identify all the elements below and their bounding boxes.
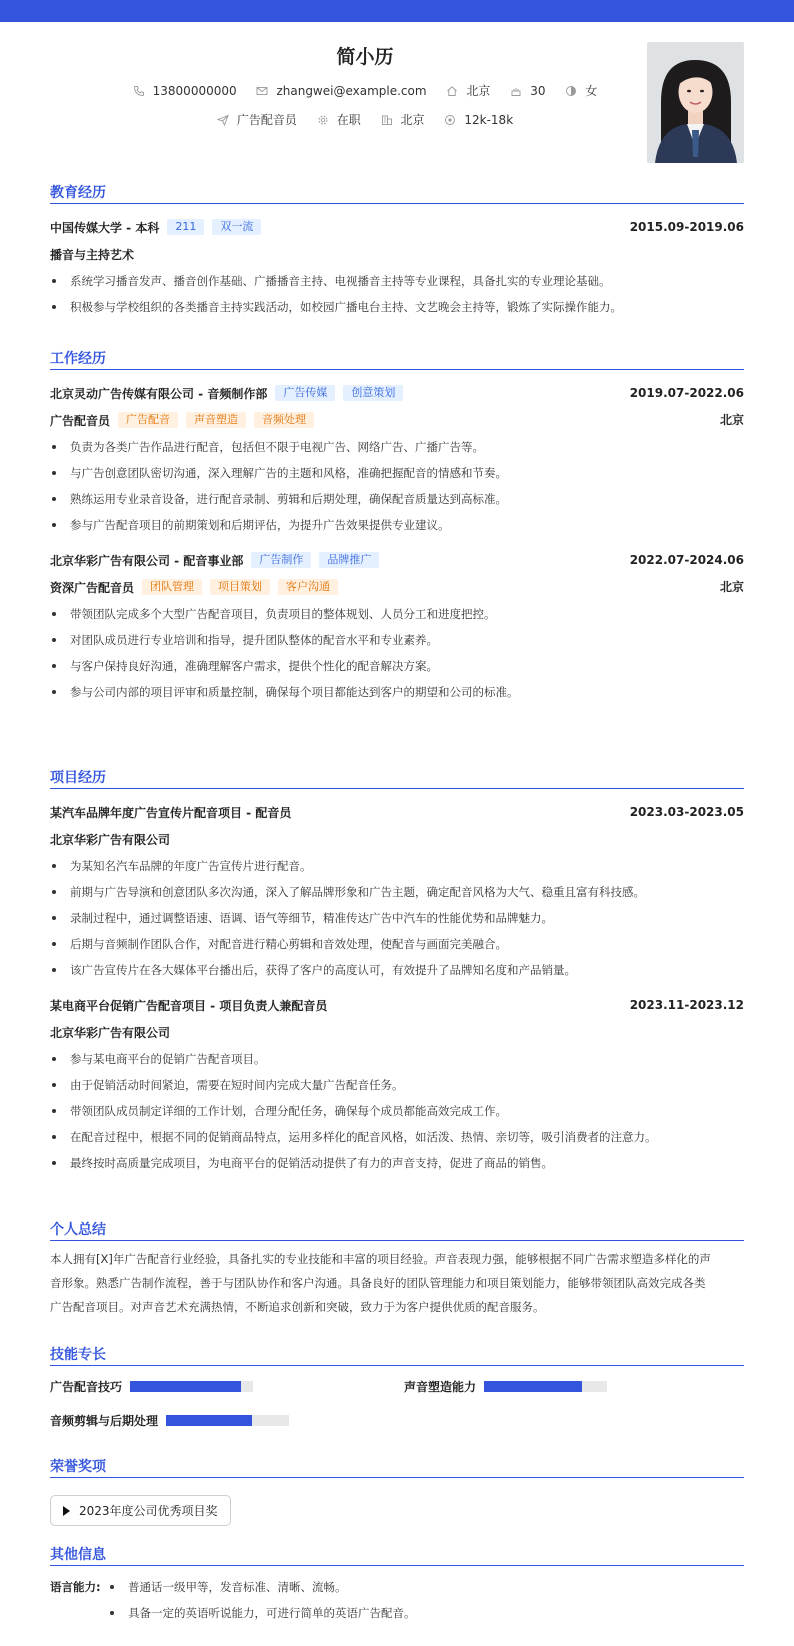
skill-item: [50, 1412, 289, 1429]
job-date: 2019.07-2022.06: [629, 386, 744, 400]
list-item: 系统学习播音发声、播音创作基础、广播播音主持、电视播音主持等专业课程，具备扎实的专业理论基础。: [50, 268, 744, 294]
job-date: 2022.07-2024.06: [629, 553, 744, 567]
project-org: 北京华彩广告有限公司: [50, 832, 171, 847]
list-item: 积极参与学校组织的各类播音主持实践活动，如校园广播电台主持、文艺晚会主持等，锻炼了实际操作能力。: [50, 294, 744, 320]
project-date: 2023.03-2023.05: [629, 805, 744, 819]
projects-title: 项目经历: [50, 767, 744, 789]
city-text: 北京: [400, 113, 425, 127]
projects-section: [50, 767, 744, 1176]
list-item: 参与广告配音项目的前期策划和后期评估，为提升广告效果提供专业建议。: [50, 512, 744, 538]
skills-title: 技能专长: [50, 1344, 744, 1366]
skill-item: [50, 1378, 253, 1395]
list-item: 最终按时高质量完成项目，为电商平台的促销活动提供了有力的声音支持，促进了商品的销售。: [50, 1150, 744, 1176]
hometown-item: [446, 82, 490, 99]
project-name: 某电商平台促销广告配音项目 - 项目负责人兼配音员: [50, 998, 328, 1013]
education-section: [50, 182, 744, 320]
profile-photo: [647, 42, 744, 163]
company-tag: 创意策划: [343, 385, 403, 401]
role-tag: 项目策划: [210, 579, 270, 595]
job-city: 北京: [719, 413, 744, 427]
role-tag: 团队管理: [142, 579, 202, 595]
salary-text: 12k-18k: [464, 112, 514, 127]
age-text: 30: [530, 83, 546, 98]
summary-line: 本人拥有[X]年广告配音行业经验，具备扎实的专业技能和丰富的项目经验。声音表现力强，能够根据不同广告需求塑造多样化的声: [50, 1252, 711, 1266]
phone-item: [133, 84, 237, 98]
status-text: 在职: [336, 113, 361, 127]
resume-header: [0, 22, 794, 182]
project-header-row: [50, 996, 744, 1014]
project-bullets: [50, 853, 744, 983]
skill-bar: [484, 1381, 607, 1392]
award-item[interactable]: [50, 1495, 231, 1526]
skill-name: 声音塑造能力: [404, 1380, 477, 1394]
other-title: 其他信息: [50, 1544, 744, 1566]
language-list: [108, 1574, 744, 1626]
award-name: 2023年度公司优秀项目奖: [79, 1504, 218, 1518]
role-row: [50, 578, 744, 596]
cake-icon: [510, 85, 522, 97]
hometown-text: 北京: [466, 84, 491, 98]
building-icon: [381, 114, 393, 126]
education-date: 2015.09-2019.06: [629, 220, 744, 234]
list-item: 该广告宣传片在各大媒体平台播出后，获得了客户的高度认可，有效提升了品牌知名度和产品销量。: [50, 957, 744, 983]
project-org-row: [50, 1023, 744, 1041]
company-name: 北京华彩广告有限公司 - 配音事业部: [50, 553, 244, 568]
status-item: [317, 111, 361, 128]
skill-item: [404, 1378, 607, 1395]
project-org-row: [50, 830, 744, 848]
other-section: [50, 1544, 744, 1626]
project-date: 2023.11-2023.12: [629, 998, 744, 1012]
role-tag: 声音塑造: [186, 412, 246, 428]
list-item: 后期与音频制作团队合作，对配音进行精心剪辑和音效处理，使配音与画面完美融合。: [50, 931, 744, 957]
list-item: 带领团队成员制定详细的工作计划，合理分配任务，确保每个成员都能高效完成工作。: [50, 1098, 744, 1124]
list-item: 参与公司内部的项目评审和质量控制，确保每个项目都能达到客户的期望和公司的标准。: [50, 679, 744, 705]
candidate-name: 简小历: [336, 46, 394, 68]
language-block: [50, 1574, 744, 1626]
role-name: 资深广告配音员: [50, 580, 135, 595]
gender-item: [565, 82, 597, 99]
home-icon: [446, 85, 458, 97]
list-item: 为某知名汽车品牌的年度广告宣传片进行配音。: [50, 853, 744, 879]
position-text: 广告配音员: [236, 113, 297, 127]
money-icon: [444, 114, 456, 126]
project-name: 某汽车品牌年度广告宣传片配音项目 - 配音员: [50, 805, 292, 820]
mail-icon: [256, 85, 268, 97]
list-item: 由于促销活动时间紧迫，需要在短时间内完成大量广告配音任务。: [50, 1072, 744, 1098]
email-text: zhangwei@example.com: [276, 83, 427, 98]
list-item: 熟练运用专业录音设备，进行配音录制、剪辑和后期处理，确保配音质量达到高标准。: [50, 486, 744, 512]
list-item: 带领团队完成多个大型广告配音项目，负责项目的整体规划、人员分工和进度把控。: [50, 601, 744, 627]
major-name: 播音与主持艺术: [50, 247, 135, 262]
job-header-row: [50, 551, 744, 569]
job-bullets: [50, 434, 744, 538]
list-item: 前期与广告导演和创意团队多次沟通，深入了解品牌形象和广告主题，确定配音风格为大气、稳重且富有科技感。: [50, 879, 744, 905]
list-item: 与广告创意团队密切沟通，深入理解广告的主题和风格，准确把握配音的情感和节奏。: [50, 460, 744, 486]
contact-row: [0, 82, 730, 100]
gender-text: 女: [585, 84, 598, 98]
summary-line: 广告配音项目。对声音艺术充满热情，不断追求创新和突破，致力于为客户提供优质的配音服务。: [50, 1300, 545, 1314]
phone-icon: [133, 85, 145, 97]
job-intent-row: [0, 111, 730, 129]
list-item: 对团队成员进行专业培训和指导，提升团队整体的配音水平和专业素养。: [50, 627, 744, 653]
job-bullets: [50, 601, 744, 705]
role-name: 广告配音员: [50, 413, 111, 428]
summary-title: 个人总结: [50, 1219, 744, 1241]
list-item: 与客户保持良好沟通，准确理解客户需求，提供个性化的配音解决方案。: [50, 653, 744, 679]
school-tag: 211: [167, 219, 204, 235]
city-item: [381, 111, 425, 128]
skill-bar: [166, 1415, 289, 1426]
skill-bar-fill: [484, 1381, 582, 1392]
company-tag: 广告制作: [251, 552, 311, 568]
awards-title: 荣誉奖项: [50, 1456, 744, 1478]
gear-icon: [317, 114, 329, 126]
send-icon: [217, 114, 229, 126]
major-row: [50, 245, 744, 263]
top-accent-bar: [0, 0, 794, 22]
skill-bar-fill: [130, 1381, 241, 1392]
project-header-row: [50, 803, 744, 821]
awards-section: [50, 1456, 744, 1526]
list-item: 负责为各类广告作品进行配音，包括但不限于电视广告、网络广告、广播广告等。: [50, 434, 744, 460]
position-item: [217, 111, 297, 128]
email-item: [256, 84, 426, 98]
education-bullets: [50, 268, 744, 320]
list-item: 参与某电商平台的促销广告配音项目。: [50, 1046, 744, 1072]
job-header-row: [50, 384, 744, 402]
salary-item: [444, 113, 513, 127]
work-section: [50, 348, 744, 705]
project-org: 北京华彩广告有限公司: [50, 1025, 171, 1040]
gender-icon: [565, 85, 577, 97]
age-item: [510, 84, 545, 98]
school-name: 中国传媒大学 - 本科: [50, 220, 160, 235]
skills-grid: [50, 1366, 744, 1436]
list-item: 普通话一级甲等，发音标准、清晰、流畅。: [108, 1574, 744, 1600]
list-item: 在配音过程中，根据不同的促销商品特点，运用多样化的配音风格，如活泼、热情、亲切等，吸引消费者的注意力。: [50, 1124, 744, 1150]
role-tag: 客户沟通: [278, 579, 338, 595]
summary-line: 音形象。熟悉广告制作流程，善于与团队协作和客户沟通。具备良好的团队管理能力和项目策划能力，能够带领团队高效完成各类: [50, 1276, 706, 1290]
summary-section: [50, 1219, 744, 1319]
project-bullets: [50, 1046, 744, 1176]
language-label: 语言能力:: [50, 1580, 101, 1594]
work-title: 工作经历: [50, 348, 744, 370]
job-city: 北京: [719, 580, 744, 594]
skills-section: [50, 1344, 744, 1436]
company-tag: 广告传媒: [275, 385, 335, 401]
skill-bar: [130, 1381, 253, 1392]
summary-text: [50, 1247, 744, 1319]
skill-name: 音频剪辑与后期处理: [50, 1414, 159, 1428]
skill-bar-fill: [166, 1415, 252, 1426]
list-item: 录制过程中，通过调整语速、语调、语气等细节，精准传达广告中汽车的性能优势和品牌魅力。: [50, 905, 744, 931]
role-tag: 广告配音: [118, 412, 178, 428]
list-item: 具备一定的英语听说能力，可进行简单的英语广告配音。: [108, 1600, 744, 1626]
role-tag: 音频处理: [254, 412, 314, 428]
education-header-row: [50, 218, 744, 236]
company-name: 北京灵动广告传媒有限公司 - 音频制作部: [50, 386, 268, 401]
expand-triangle-icon: [63, 1506, 70, 1516]
company-tag: 品牌推广: [319, 552, 379, 568]
school-tag: 双一流: [212, 219, 261, 235]
education-title: 教育经历: [50, 182, 744, 204]
role-row: [50, 411, 744, 429]
skill-name: 广告配音技巧: [50, 1380, 123, 1394]
phone-text: 13800000000: [152, 83, 237, 98]
